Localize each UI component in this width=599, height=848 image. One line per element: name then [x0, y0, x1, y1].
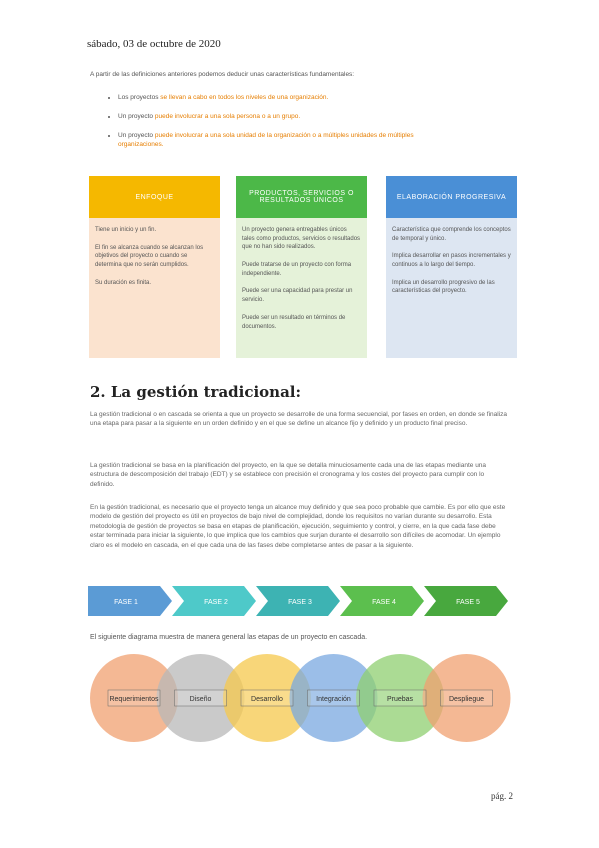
card-item: Un proyecto genera entregables únicos tales como productos, servicios o resultados que no han sido realizados. [242, 227, 361, 251]
stage-label: Requerimientos [109, 696, 159, 703]
paragraph: La gestión tradicional o en cascada se orienta a que un proyecto se desarrolle de una forma secuencial, por fases en orden, en donde se finaliza una etapa para pasar a la siguiente en un orden definido y en el que se define un alcance fijo y definido y un producto final preciso. [90, 411, 507, 428]
list-item-highlight: puede involucrar a una sola persona o a un grupo. [154, 112, 301, 120]
card-item: Puede tratarse de un proyecto con forma independiente. [242, 262, 352, 277]
list-item-highlight: se llevan a cabo en todos los niveles de una organización. [160, 94, 329, 101]
card-enfoque [89, 176, 220, 358]
header-date: sábado, 03 de octubre de 2020 [87, 38, 221, 50]
paragraph: En la gestión tradicional, es necesario que el proyecto tenga un alcance muy definido y que sea poco probable que cambie. Es por ello que este modelo de gestión del proyecto es útil en proyectos de bajo nivel de complejidad, donde los requisitos no varían durante su desarrollo. Esta metodología de gestión de proyectos se basa en etapas de planificación, ejecución, seguimiento y control, y cierre, en la que cada fase debe estar terminada para iniciar la siguiente, lo que implica que los cambios que surjan durante el desarrollo son difíciles de acomodar. Un ejemplo claro es el modelo en cascada, en el que cada una de las fases debe completarse antes de pasar a la siguiente. [90, 504, 506, 549]
card-item: Tiene un inicio y un fin. [95, 227, 157, 233]
card-body [89, 218, 220, 358]
stage-label: Pruebas [386, 696, 414, 703]
circles-caption: El siguiente diagrama muestra de manera general las etapas de un proyecto en cascada. [90, 634, 368, 641]
list-item-lead: Los proyectos [118, 94, 159, 101]
card-header: ENFOQUE [89, 176, 220, 218]
intro-text [90, 71, 510, 78]
card-item: Característica que comprende los conceptos de temporal y único. [392, 227, 511, 242]
list-item-lead: Un proyecto [118, 131, 154, 139]
stages-diagram [88, 652, 513, 744]
phase-label: FASE 3 [288, 599, 312, 606]
card-item: Puede ser un resultado en términos de documentos. [242, 314, 346, 330]
card-item: El fin se alcanza cuando se alcanzan los objetivos del proyecto o cuando se determina que no serán cumplidos. [95, 244, 204, 269]
stage-label: Desarrollo [251, 696, 283, 703]
list-item [118, 112, 448, 122]
list-item [118, 131, 448, 151]
phase-label: FASE 1 [114, 599, 138, 606]
section-title: 2. La gestión tradicional: [90, 383, 302, 401]
card-elaboracion [386, 176, 517, 358]
card-item: Implica un desarrollo progresivo de las características del proyecto. [392, 279, 495, 295]
phase-label: FASE 4 [372, 599, 396, 606]
characteristics-list [100, 93, 448, 159]
stage-label: Despliegue [448, 696, 485, 703]
card-header: PRODUCTOS, SERVICIOS O RESULTADOS ÚNICOS [236, 176, 367, 218]
card-header: ELABORACIÓN PROGRESIVA [386, 176, 517, 218]
phase-chevrons [88, 585, 513, 617]
card-body [236, 218, 367, 358]
card-item: Implica desarrollar en pasos incrementales y continuos a lo largo del tiempo. [392, 253, 511, 269]
paragraph: La gestión tradicional se basa en la planificación del proyecto, en la que se detalla minuciosamente cada una de las etapas mediante una estructura de descomposición del trabajo (EDT) y se establece con precisión el cronograma y los costes del proyecto para cumplir con lo definido. [90, 462, 487, 488]
phase-label: FASE 2 [204, 599, 228, 606]
intro-text-main: A partir de las definiciones anteriores podemos deducir unas características fundamentales: [90, 71, 355, 78]
card-body [386, 218, 517, 358]
stage-label: Diseño [189, 696, 212, 703]
card-item: Su duración es finita. [95, 279, 152, 286]
card-productos [236, 176, 367, 358]
phase-label: FASE 5 [456, 599, 480, 606]
list-item-lead: Un proyecto [118, 112, 154, 120]
list-item-highlight: puede involucrar a una sola unidad de la organización o a múltiples unidades de múltiples organizaciones. [118, 131, 414, 149]
page-number: pág. 2 [491, 791, 513, 801]
stage-label: Integración [316, 696, 351, 703]
list-item [118, 93, 448, 103]
card-item: Puede ser una capacidad para prestar un servicio. [242, 288, 353, 304]
